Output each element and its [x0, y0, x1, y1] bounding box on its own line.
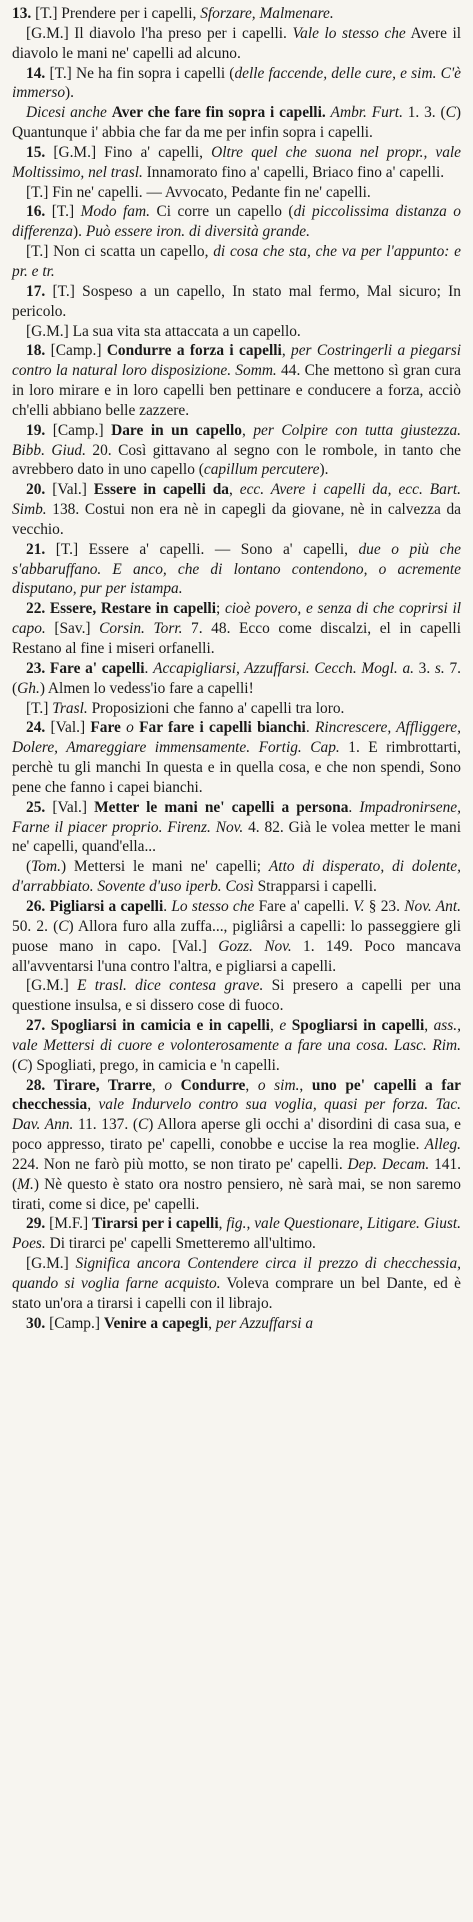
dictionary-entry — [12, 480, 461, 540]
entry-headword: 22. Essere, Restare in capelli — [26, 600, 216, 618]
dictionary-entry — [12, 1314, 461, 1334]
entry-text: , — [151, 1076, 165, 1094]
entry-text: 141. ( — [12, 1155, 461, 1193]
entry-headword: Venire a capegli — [103, 1314, 209, 1332]
dictionary-entry — [12, 699, 461, 719]
entry-text: [Camp.] — [49, 1314, 104, 1332]
entry-headword: 25. — [26, 798, 53, 816]
dictionary-entry — [12, 64, 461, 104]
entry-text: vale Indurvelo contro sua voglia, quasi per forza. Tac. Dav. Ann. — [12, 1096, 462, 1134]
entry-text: , — [424, 1017, 434, 1035]
entry-text: Fare a' capelli. — [254, 897, 354, 915]
dictionary-entry — [12, 341, 461, 420]
entry-text: E trasl. dice contesa grave. — [77, 977, 264, 995]
entry-headword: Condurre — [180, 1076, 246, 1094]
entry-text: Vale lo stesso che — [292, 24, 406, 42]
entry-text: Ambr. Furt. — [330, 104, 403, 122]
entry-headword: 23. Fare a' capelli — [26, 659, 145, 677]
dictionary-entry — [12, 421, 461, 481]
entry-text: ass., vale Mettersi di cuore e volonterosamente a fare una cosa. Lasc. Rim. — [12, 1017, 461, 1054]
entry-headword: 20. — [26, 481, 53, 499]
entry-headword: 21. — [26, 540, 56, 558]
entry-text: ). — [65, 84, 74, 102]
entry-text: Può essere iron. di diversità grande. — [85, 223, 310, 241]
entry-text: ) Nè questo è stato ora nostro pensiero, nè sarà mai, se non saremo tirati, come si dice, pe' capelli. — [12, 1175, 461, 1213]
entry-text: [T.] Prendere per i capelli, — [35, 5, 201, 22]
entry-text: . — [144, 659, 154, 677]
dictionary-entry — [12, 282, 461, 322]
entry-text: C — [17, 1056, 28, 1074]
entry-headword: 29. — [26, 1215, 50, 1233]
entry-headword: Fare — [90, 719, 127, 737]
entry-text: 1. E rimbrottarti, perchè tu gli manchi In questa e in quella cosa, e che non spendi, Sono pene che fanno i capei bianchi. — [12, 739, 461, 796]
entry-text: [T.] Ne ha fin sopra i capelli ( — [49, 64, 235, 82]
entry-text: § 23. — [364, 897, 405, 915]
dictionary-entry — [12, 202, 461, 242]
entry-text: di piccolissima distanza o differenza — [12, 203, 461, 241]
entry-text: Sforzare, Malmenare. — [200, 5, 334, 22]
entry-text: ecc. Avere i capelli da, ecc. Bart. Simb. — [12, 481, 461, 519]
entry-text: Trasl. — [52, 699, 88, 717]
entry-text: [T.] Sospeso a un capello, In stato mal fermo, Mal sicuro; In pericolo. — [12, 282, 461, 320]
entry-text: [T.] Non ci scatta un capello, — [26, 243, 214, 261]
entry-text: [Val.] — [52, 798, 95, 816]
dictionary-entry — [12, 242, 461, 282]
entry-text: C — [445, 104, 456, 122]
entry-text: 3. — [413, 659, 435, 677]
entry-text: [G.M.] Il diavolo l'ha preso per i capelli. — [26, 24, 293, 42]
entry-text: Si presero a capelli per una questione insulsa, e si dissero cose di fuoco. — [12, 977, 462, 1015]
entry-headword: Aver che fare fin sopra i capelli. — [111, 104, 326, 122]
entry-text: Oltre quel che suona nel propr., vale Moltissimo, nel trasl. — [12, 143, 461, 181]
entry-text: ) Allora aperse gli occhi a' disordini di casa sua, e poco appresso, tirato pe' capelli, conobbe e uccise la rea moglie. — [12, 1116, 461, 1154]
dictionary-entry — [12, 857, 461, 897]
entry-text: 7. 48. Ecco come discalzi, el in capelli Restano al fine i miseri orfanelli. — [12, 620, 461, 657]
entry-text: Innamorato fino a' capelli, Briaco fino a' capelli. — [142, 163, 445, 181]
entry-text: Lo stesso che — [171, 897, 255, 915]
entry-text: 224. Non ne farò più motto, se non tirato pe' capelli. — [12, 1155, 348, 1173]
entry-headword: 24. — [26, 719, 51, 737]
entry-text: , — [218, 1215, 227, 1233]
entry-headword: Metter le mani ne' capelli a persona — [94, 798, 349, 816]
entry-text: Modo fam. — [80, 203, 150, 221]
entry-text: 1. 3. ( — [402, 104, 446, 122]
entry-text: Rincrescere, Affliggere, Dolere, Amareggiare immensamente. Fortig. Cap. — [12, 719, 461, 757]
dictionary-entry — [12, 1214, 461, 1254]
entry-text: ) Quantunque i' abbia che far da me per infin sopra i capelli. — [12, 104, 461, 142]
entry-text: , — [241, 421, 254, 439]
entry-headword: 26. Pigliarsi a capelli — [26, 897, 164, 915]
entry-headword: 18. — [26, 342, 51, 360]
entry-text: delle faccende, delle cure, e sim. C'è immerso — [12, 64, 461, 102]
entry-text: , — [269, 1017, 280, 1035]
entry-headword: uno pe' capelli a far checchessia — [12, 1076, 461, 1114]
entry-headword: 27. Spogliarsi in camicia e in capelli — [26, 1017, 270, 1035]
entry-headword: 30. — [26, 1314, 50, 1332]
entry-text: Impadronirsene, Farne il piacer proprio. Firenz. Nov. — [12, 798, 461, 836]
entry-text: [G.M.] La sua vita sta attaccata a un capello. — [26, 322, 301, 340]
entry-text: e — [279, 1017, 287, 1035]
entry-text: 138. Costui non era nè in capegli da giovane, nè in calvezza da vecchio. — [12, 501, 461, 538]
entry-text: Nov. Ant. — [404, 897, 461, 915]
entry-text: , — [228, 481, 240, 499]
entry-text: Atto di disperato, di dolente, d'arrabbiato. Sovente d'uso iperb. — [12, 858, 461, 896]
entry-text: V. — [353, 897, 365, 915]
entry-text: [Camp.] — [50, 342, 107, 360]
entry-text: Accapigliarsi, Azzuffarsi. Cecch. Mogl. — [153, 659, 398, 677]
entry-headword: Dare in un capello — [111, 421, 242, 439]
entry-text: Corsin. Torr. — [99, 620, 183, 638]
dictionary-entry — [12, 1016, 461, 1076]
entry-text: ). — [319, 461, 329, 479]
entry-text: o — [126, 719, 134, 737]
entry-text: [T.] — [26, 699, 53, 717]
entry-text: [T.] Fin ne' capelli. — Avvocato, Pedante fin ne' capelli. — [26, 183, 371, 201]
entry-text: [Val.] — [52, 481, 94, 499]
entry-text: [G.M.] — [26, 1255, 76, 1273]
entry-headword: Condurre a forza i capelli — [106, 342, 282, 360]
entry-text: , — [281, 342, 292, 360]
dictionary-entry — [12, 798, 461, 858]
entry-text: , — [87, 1096, 99, 1114]
entry-headword: 28. Tirare, Trarre — [26, 1076, 152, 1094]
entry-text: 4. 82. Già le volea metter le mani ne' capelli, quand'ella... — [12, 818, 461, 856]
dictionary-entry — [12, 976, 461, 1016]
entry-text: ) Mettersi le mani ne' capelli; — [60, 858, 269, 876]
entry-headword: 14. — [26, 64, 50, 82]
entry-headword: 19. — [26, 421, 53, 439]
entry-text: . — [348, 798, 360, 816]
dictionary-entry — [12, 540, 461, 600]
entry-text: Significa ancora Contendere circa il prezzo di checchessia, quando si voglia farne acquisto. — [12, 1255, 461, 1292]
entry-text: s. — [434, 659, 445, 677]
entry-text: a. — [402, 659, 414, 677]
entry-text: ) Almen lo vedess'io fare a capelli! — [39, 679, 254, 697]
entry-text: , — [208, 1314, 216, 1332]
entry-text: [G.M.] — [26, 977, 78, 995]
entry-text: . — [163, 897, 172, 915]
entry-text: per Colpire con tutta giustezza. Bibb. Giud. — [12, 421, 462, 459]
entry-text: ). — [72, 223, 86, 241]
entry-text — [172, 1077, 181, 1094]
entry-text: di cosa che sta, che va per l'appunto: e pr. e tr. — [12, 243, 461, 280]
entry-text: [T.] — [51, 203, 81, 221]
entry-text: Così — [225, 878, 254, 896]
entry-text: Proposizioni che fanno a' capelli tra loro. — [87, 699, 345, 717]
entry-text: [T.] Essere a' capelli. — Sono a' capelli, — [55, 540, 359, 558]
entry-text: Dicesi anche — [26, 104, 112, 122]
entry-headword: 17. — [26, 282, 53, 300]
entry-text: , — [299, 1076, 312, 1094]
entry-headword: 15. — [26, 143, 54, 161]
entry-text: due o più che s'abbaruffano. E anco, che di lontano contendono, o acremente disputano, pur per istampa. — [12, 540, 462, 598]
entry-text: o sim. — [257, 1076, 300, 1094]
entry-headword: 16. — [26, 203, 52, 221]
entry-text: cioè povero, e senza di che coprirsi il capo. — [12, 600, 462, 638]
entry-text: ( — [12, 1056, 18, 1074]
dictionary-entry — [12, 4, 461, 24]
dictionary-entry — [12, 659, 461, 699]
entry-text: 11. 137. ( — [73, 1116, 138, 1134]
entry-text: Voleva comprare un bel Dante, ed è stato un'ora a tirarsi i capelli con il librajo. — [12, 1275, 461, 1312]
dictionary-entry — [12, 24, 461, 64]
entry-text: fig., vale Questionare, Litigare. Giust. Poes. — [12, 1215, 462, 1253]
entry-text: Di tirarci pe' capelli Smetteremo all'ultimo. — [45, 1235, 316, 1253]
entry-text: . — [305, 719, 315, 737]
entry-text: per Costringerli a piegarsi contro la natural loro disposizione. Somm. — [12, 342, 461, 380]
entry-headword: Tirarsi per i capelli — [92, 1215, 219, 1233]
entry-text: Strapparsi i capelli. — [253, 878, 377, 896]
entry-text: Avere il diavolo le mani ne' capelli ad alcuno. — [12, 24, 462, 62]
entry-text: Ci corre un capello ( — [149, 203, 294, 221]
entry-text: 20. Così gittavano al segno con le rombole, in tanto che avrebbero dato in uno capello ( — [12, 441, 461, 479]
entry-text: M. — [17, 1175, 34, 1193]
dictionary-entry — [12, 599, 461, 659]
entry-text: [Val.] — [50, 719, 91, 737]
entry-headword: 13. — [12, 5, 36, 22]
entry-text: Gozz. Nov. — [218, 937, 292, 955]
entry-text: Alleg. — [424, 1136, 461, 1154]
entry-headword: Essere in capelli da — [93, 481, 229, 499]
entry-text: Dep. Decam. — [347, 1155, 430, 1173]
entry-text: C — [137, 1116, 149, 1134]
dictionary-entry — [12, 1076, 461, 1215]
entry-text: Gh. — [17, 679, 40, 697]
dictionary-entry — [12, 143, 461, 183]
entry-text: [Sav.] — [45, 620, 100, 638]
entry-text: o — [164, 1076, 173, 1094]
entry-headword: Far fare i capelli bianchi — [133, 719, 306, 737]
entry-text: [M.F.] — [49, 1215, 93, 1233]
dictionary-entry — [12, 183, 461, 203]
entry-text: Tom. — [31, 858, 61, 876]
entry-text: capillum percutere — [203, 461, 320, 479]
entry-text: 50. 2. ( — [12, 917, 59, 935]
entry-text: ; — [215, 600, 225, 618]
dictionary-entry — [12, 1254, 461, 1314]
dictionary-entry — [12, 103, 461, 143]
entry-text: ( — [26, 858, 32, 876]
entry-text: 1. 149. Poco mancava all'avventarsi l'una contro l'altra, e pigliarsi a capelli. — [12, 937, 461, 975]
entry-headword: Spogliarsi in capelli — [291, 1017, 425, 1035]
entry-text: 7. ( — [12, 659, 462, 697]
dictionary-entry — [12, 718, 461, 797]
entry-text: , — [245, 1076, 258, 1094]
entry-text: ) Allora furo alla zuffa..., pigliârsi a capelli: lo passeggiere gli puose mano in capo. [Val.] — [12, 917, 461, 955]
entry-text: per Azzuffarsi a — [215, 1314, 314, 1332]
entry-text: ) Spogliati, prego, in camicia e 'n capelli. — [27, 1056, 280, 1074]
dictionary-entry — [12, 322, 461, 342]
entry-text: [G.M.] Fino a' capelli, — [53, 143, 212, 161]
entry-text: 44. Che mettono sì gran cura in loro mirare e in loro capelli ben pettinare e conducere a forza, acciò ch'elli abbiano belle zazzere. — [12, 362, 461, 419]
entry-text: [Camp.] — [52, 421, 112, 439]
entry-text: C — [58, 917, 69, 935]
dictionary-entry — [12, 897, 461, 976]
